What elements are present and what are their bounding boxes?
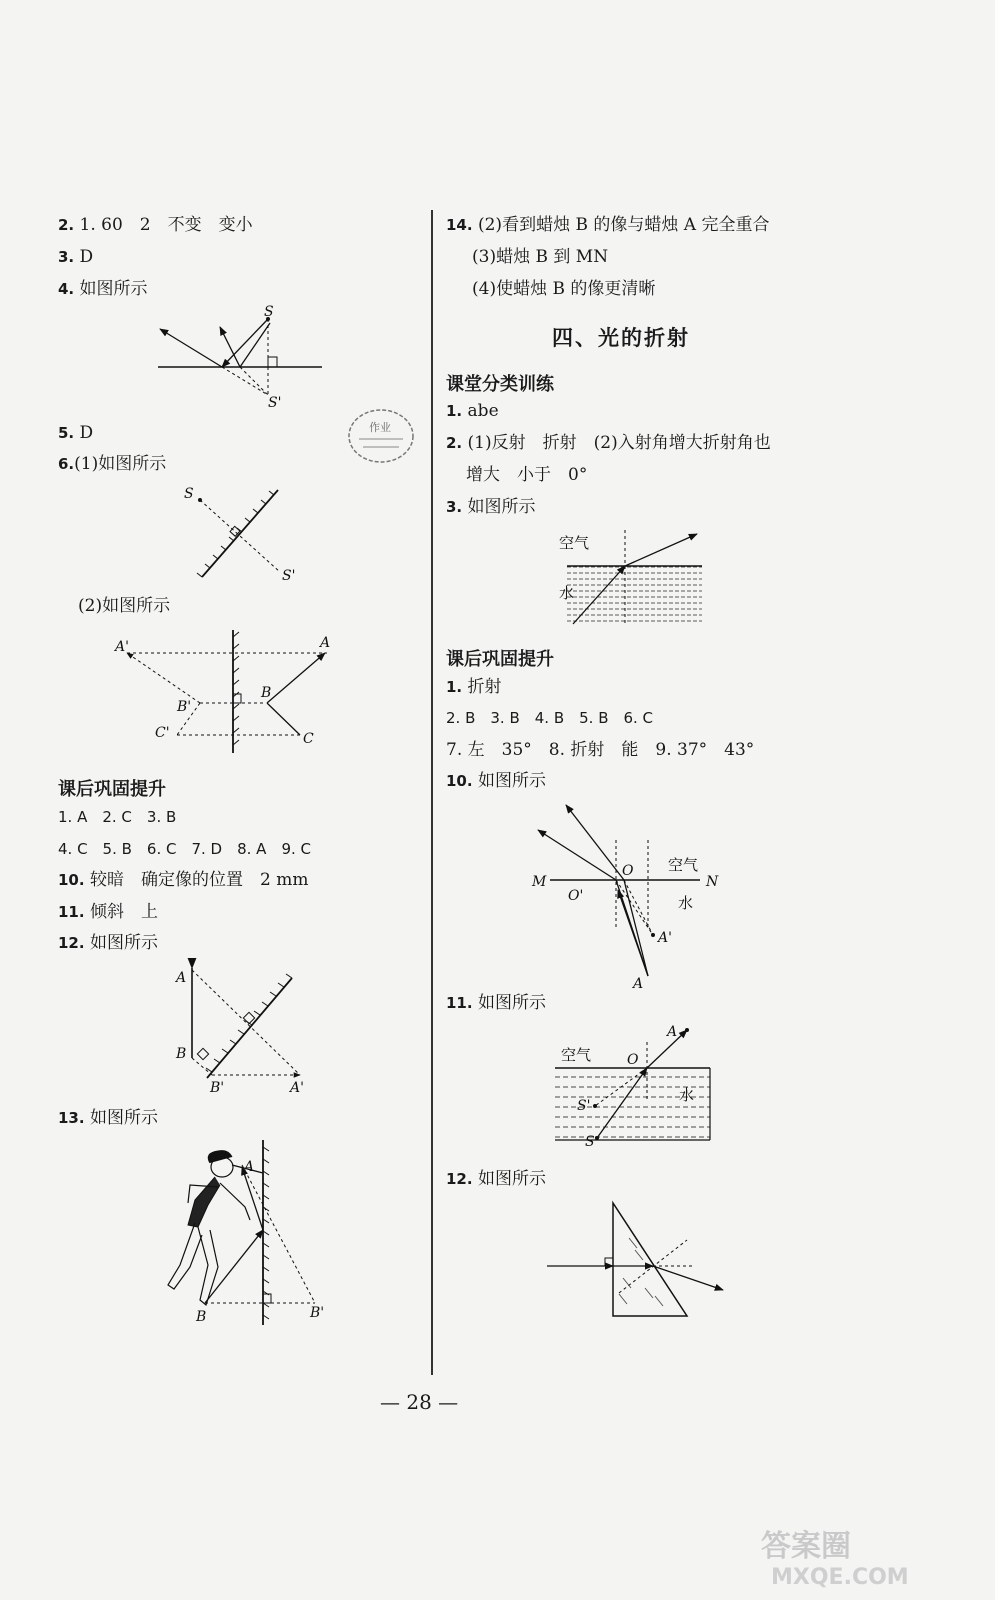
label-water: 水 <box>678 894 694 912</box>
answer-s10: 10. 如图所示 <box>446 771 546 791</box>
section-heading-class: 课堂分类训练 <box>446 374 554 395</box>
label-O: O <box>622 863 634 879</box>
answers-s2-s6: 2. B 3. B 4. B 5. B 6. C <box>446 709 654 727</box>
label-air: 空气 <box>668 856 699 874</box>
label-S: S <box>184 486 194 502</box>
svg-text:作业: 作业 <box>369 421 391 434</box>
label-B-prime: B' <box>210 1080 225 1096</box>
section-heading-left: 课后巩固提升 <box>58 779 166 800</box>
watermark-logo <box>751 1518 981 1590</box>
answer-3: 3. D <box>58 247 94 267</box>
label-A: A <box>176 970 187 986</box>
figure-4-reflection <box>150 305 330 410</box>
page-number: — 28 — <box>380 1390 459 1414</box>
label-A-prime: A' <box>115 639 129 655</box>
answer-6-1: 6.(1)如图所示 <box>58 454 167 474</box>
answer-14-3: (3)蜡烛 B 到 MN <box>472 247 609 267</box>
answer-10: 10. 较暗 确定像的位置 2 mm <box>58 870 309 890</box>
label-A: A <box>633 976 644 992</box>
label-S-prime: S' <box>268 395 282 411</box>
answer-13: 13. 如图所示 <box>58 1108 158 1128</box>
answer-s12: 12. 如图所示 <box>446 1169 546 1189</box>
answer-r2: 2. (1)反射 折射 (2)入射角增大折射角也 <box>446 433 771 453</box>
label-B: B <box>261 685 272 701</box>
answer-14-2: 14. (2)看到蜡烛 B 的像与蜡烛 A 完全重合 <box>446 215 770 235</box>
figure-6-2-mirror <box>115 625 345 760</box>
label-A-prime: A' <box>658 930 672 946</box>
answer-6-2: (2)如图所示 <box>78 596 171 616</box>
answer-s11: 11. 如图所示 <box>446 993 546 1013</box>
label-S: S <box>585 1134 595 1150</box>
label-S: S <box>264 304 274 320</box>
label-air: 空气 <box>559 534 590 552</box>
section-title-refraction: 四、光的折射 <box>552 326 690 350</box>
figure-13-person-mirror <box>160 1135 335 1330</box>
label-A: A <box>244 1159 255 1175</box>
svg-text:答案圈: 答案圈 <box>761 1529 851 1564</box>
label-A-prime: A' <box>290 1080 304 1096</box>
label-A: A <box>667 1024 678 1040</box>
answer-4: 4. 如图所示 <box>58 279 148 299</box>
homework-stamp <box>345 405 417 467</box>
label-water: 水 <box>679 1086 695 1104</box>
label-water: 水 <box>559 584 575 602</box>
label-N: N <box>706 874 719 890</box>
answers-s7-s9: 7. 左 35° 8. 折射 能 9. 37° 43° <box>446 740 755 760</box>
answer-r2-cont: 增大 小于 0° <box>466 465 588 485</box>
answer-5: 5. D <box>58 423 94 443</box>
label-O-prime: O' <box>568 888 584 904</box>
answer-s1: 1. 折射 <box>446 677 502 697</box>
answer-2: 2. 1. 60 2 不变 变小 <box>58 215 253 235</box>
label-air: 空气 <box>561 1046 592 1064</box>
label-O: O <box>627 1052 639 1068</box>
answer-11: 11. 倾斜 上 <box>58 902 158 922</box>
label-S-prime: S' <box>282 568 296 584</box>
figure-6-1-mirror <box>180 482 300 582</box>
answer-14-4: (4)使蜡烛 B 的像更清晰 <box>472 279 656 299</box>
section-heading-after-class: 课后巩固提升 <box>446 649 554 670</box>
label-M: M <box>532 874 547 890</box>
column-divider <box>431 210 433 1375</box>
answer-r3: 3. 如图所示 <box>446 497 536 517</box>
answers-4-9: 4. C 5. B 6. C 7. D 8. A 9. C <box>58 840 312 858</box>
label-C-prime: C' <box>155 725 170 741</box>
label-B-prime: B' <box>310 1305 325 1321</box>
answer-r1: 1. abe <box>446 401 499 421</box>
label-A: A <box>320 635 331 651</box>
svg-text:MXQE.COM: MXQE.COM <box>771 1565 909 1590</box>
label-B: B <box>196 1309 207 1325</box>
figure-r11-refraction <box>555 1022 720 1150</box>
answer-12: 12. 如图所示 <box>58 933 158 953</box>
figure-r10-refraction <box>528 800 728 990</box>
label-B-prime: B' <box>177 699 192 715</box>
label-C: C <box>303 731 314 747</box>
label-B: B <box>176 1046 187 1062</box>
label-S-prime: S' <box>577 1098 591 1114</box>
answers-1-3: 1. A 2. C 3. B <box>58 808 177 826</box>
figure-r12-prism <box>545 1198 735 1323</box>
figure-r3-refraction <box>555 528 710 628</box>
figure-12-mirror <box>172 960 312 1095</box>
